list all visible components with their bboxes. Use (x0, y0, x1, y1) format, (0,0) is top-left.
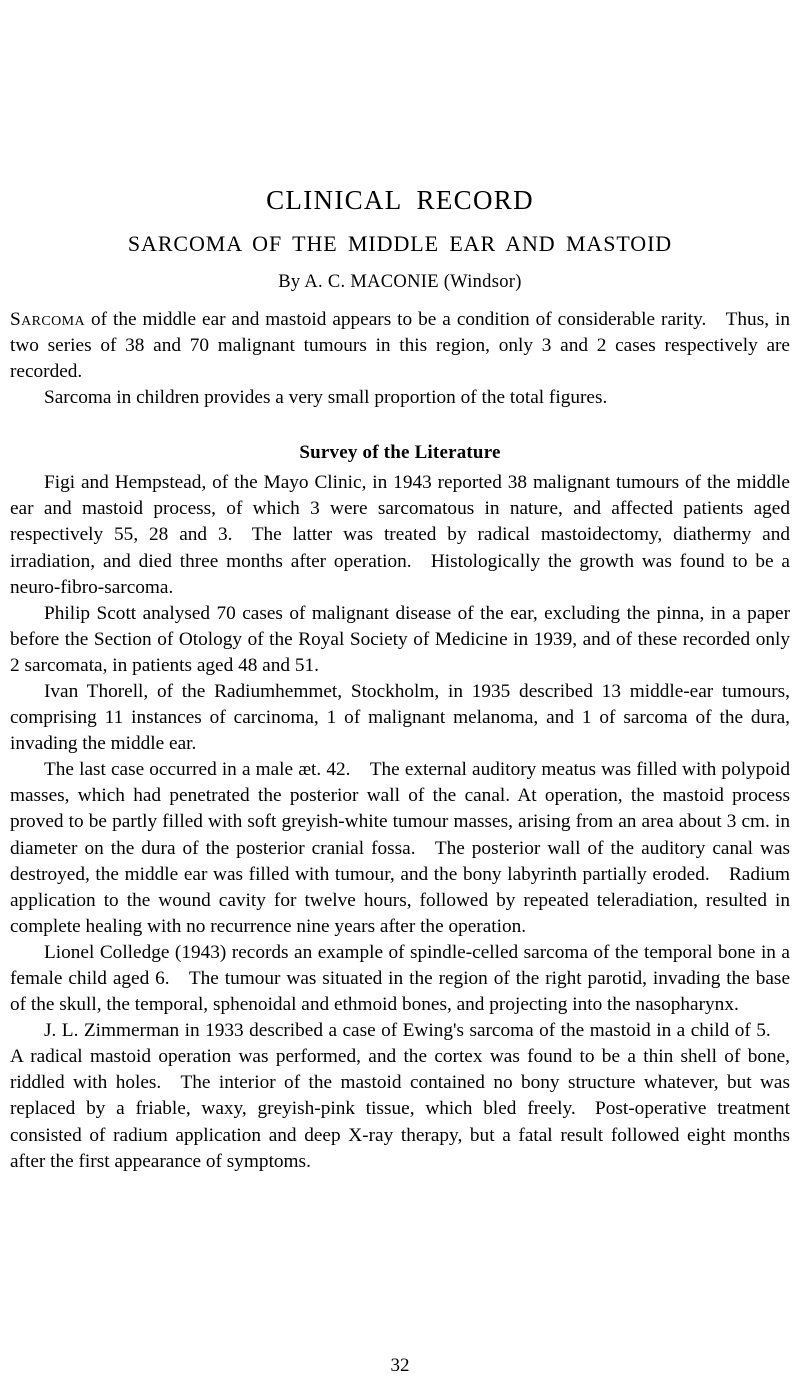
paragraph: Figi and Hempstead, of the Mayo Clinic, in 1943 reported 38 malignant tumours of the middle ear and mastoid process, of which 3 were sarcomatous in nature, and affected patients aged respectively 55, 28 and 3. The latter was treated by radical mastoidectomy, diathermy and irradiation, and died three months after operation. Histologically the growth was found to be a neuro-fibro-sarcoma. (10, 472, 790, 598)
paragraph: Ivan Thorell, of the Radiumhemmet, Stockholm, in 1935 described 13 middle-ear tumours, comprising 11 instances of carcinoma, 1 of malignant melanoma, and 1 of sarcoma of the dura, invading the middle ear. (10, 680, 790, 755)
sub-heading-survey-of-the-literature: Survey of the Literature (299, 442, 501, 464)
intro-lead-rest: of the middle ear and mastoid appears to be a condition of considerable rarity. Thus, in two series of 38 and 70 malignant tumours in this region, only 3 and 2 cases respectively are recorded. (10, 308, 790, 383)
intro-lead-smallcaps: Sarcoma (10, 308, 85, 330)
page-number: 32 (390, 1355, 410, 1376)
paragraph: Lionel Colledge (1943) records an example of spindle-celled sarcoma of the temporal bone in a female child aged 6. The tumour was situated in the region of the right parotid, invading the base of the skull, the temporal, sphenoidal and ethmoid bones, and projecting into the nasopharynx. (10, 941, 790, 1016)
intro-block (10, 293, 790, 411)
section-title: CLINICAL RECORD (266, 185, 534, 215)
paragraph: J. L. Zimmerman in 1933 described a case of Ewing's sarcoma of the mastoid in a child of 5. A radical mastoid operation was performed, and the cortex was found to be a thin shell of bone, riddled with holes. The interior of the mastoid contained no bony structure whatever, but was replaced by a friable, waxy, greyish-pink tissue, which bled freely. Post-operative treatment consisted of radium application and deep X-ray therapy, but a fatal result followed eight months after the first appearance of symptoms. (10, 1020, 790, 1172)
intro-paragraph-2: Sarcoma in children provides a very small proportion of the total figures. (44, 387, 608, 409)
byline: By A. C. MACONIE (Windsor) (278, 272, 522, 293)
intro-paragraph (10, 307, 790, 385)
paragraph: Philip Scott analysed 70 cases of malignant disease of the ear, excluding the pinna, in a paper before the Section of Otology of the Royal Society of Medicine in 1939, and of these recorded only 2 sarcomata, in patients aged 48 and 51. (10, 602, 790, 676)
paragraph: The last case occurred in a male æt. 42. The external auditory meatus was filled with polypoid masses, which had penetrated the posterior wall of the canal. At operation, the mastoid process proved to be partly filled with soft greyish-white tumour masses, arising from an area about 3 cm. in diameter on the dura of the posterior cranial fossa. The posterior wall of the auditory canal was destroyed, the middle ear was filled with tumour, and the bony labyrinth partially eroded. Radium application to the wound cavity for twelve hours, followed by repeated teleradiation, resulted in complete healing with no recurrence nine years after the operation. (10, 759, 790, 937)
survey-body (10, 470, 790, 1175)
article-title: SARCOMA OF THE MIDDLE EAR AND MASTOID (127, 231, 673, 257)
